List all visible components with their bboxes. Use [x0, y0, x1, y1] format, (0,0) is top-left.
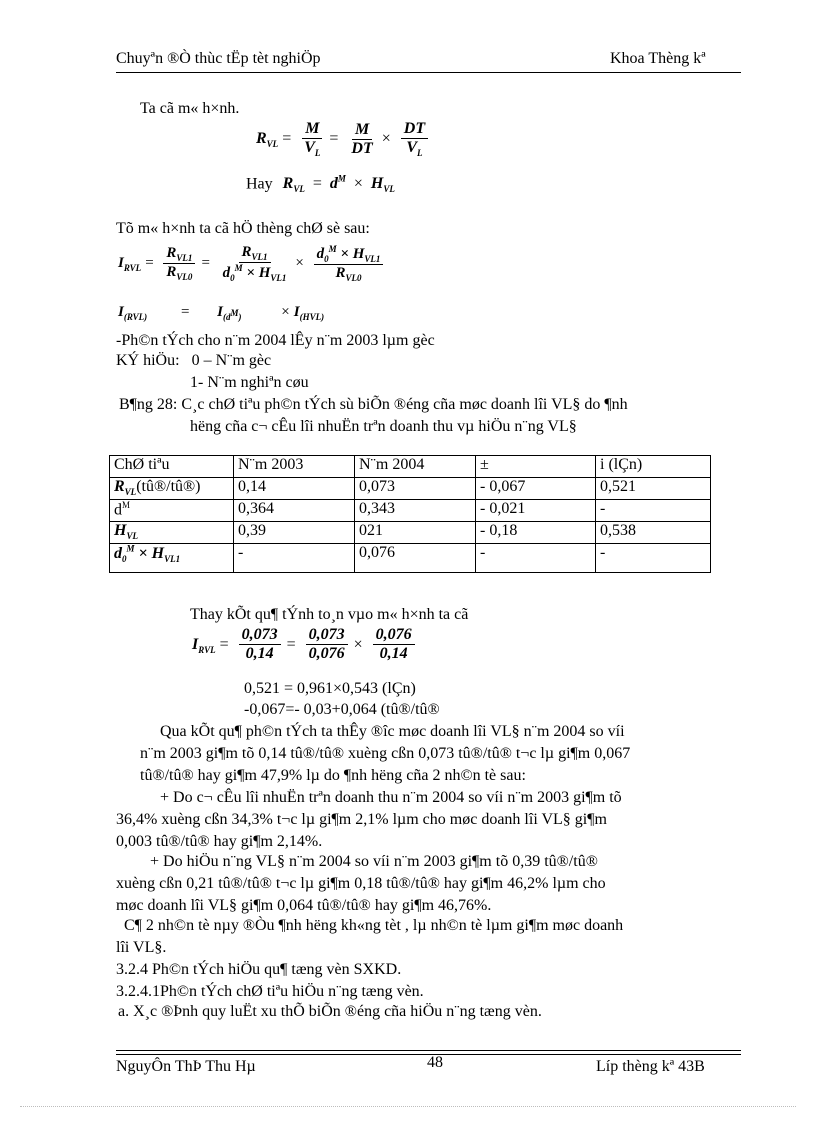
hay-formula: Hay $R_{VL} = d^M \times H_{VL}$ [246, 174, 395, 195]
row-label-hvl: $H_{VL}$ [110, 522, 234, 544]
p1-line-2: n¨m 2003 gi¶m tõ 0,14 tû®/tû® xuèng cßn 0,073 tû®/tû® t¬c lµ gi¶m 0,067 [140, 745, 631, 762]
after-table-text: Thay kÕt qu¶ tÝnh to¸n vµo m« h×nh ta cã [190, 606, 469, 623]
th-2003: N¨m 2003 [234, 456, 355, 478]
p3-line-2: xuèng cßn 0,21 tû®/tû® t¬c lµ gi¶m 0,18 tû®/tû® hay gi¶m 46,2% lµm cho [116, 875, 606, 892]
table-row [110, 544, 711, 573]
cell: - [596, 544, 711, 573]
section-3-2-4-1: 3.2.4.1Ph©n tÝch chØ tiªu hiÖu n¨ng tæng vèn. [116, 983, 424, 1000]
th-2004: N¨m 2004 [355, 456, 476, 478]
p4-line-1: C¶ 2 nh©n tè nµy ®Òu ¶nh hëng kh«ng tèt , lµ nh©n tè lµm gi¶m møc doanh [124, 917, 624, 934]
eq-line-2: -0,067=- 0,03+0,064 (tû®/tû® [244, 701, 440, 718]
footer-rule-top [116, 1050, 741, 1051]
footer-class: Líp thèng kª 43B [596, 1058, 705, 1075]
notation-1: 1- N¨m nghiªn cøu [190, 374, 309, 391]
table-caption-2: hëng cña c¬ cÊu lîi nhuËn trªn doanh thu vµ hiÖu n¨ng VL§ [190, 418, 577, 435]
cell: 0,076 [355, 544, 476, 573]
table-caption-1: B¶ng 28: C¸c chØ tiªu ph©n tÝch sù biÕn ®éng cña møc doanh lîi VL§ do ¶nh [119, 396, 628, 413]
table-row [110, 478, 711, 500]
footer-author: NguyÔn ThÞ Thu Hµ [116, 1058, 256, 1075]
header-right: Khoa Thèng kª [610, 50, 706, 67]
header-left: Chuyªn ®Ò thùc tËp tèt nghiÖp [116, 50, 321, 67]
formula-index-decomposition: $I_{(RVL)} = I_{(d^M)} \times I_{(HVL)}$ [118, 304, 325, 322]
table-row [110, 522, 711, 544]
row-label-rvl: $R_{VL}(tû®/tû®)$ [110, 478, 234, 500]
cell: - 0,021 [476, 500, 596, 522]
p2-line-2: 36,4% xuèng cßn 34,3% t¬c lµ gi¶m 2,1% lµm cho møc doanh lîi VL§ gi¶m [116, 811, 607, 828]
p3-line-3: møc doanh lîi VL§ gi¶m 0,064 tû®/tû® hay gi¶m 46,76%. [116, 897, 492, 914]
row-label-dm: $d^M$ [110, 500, 234, 522]
notation-0: 0 – N¨m gèc [191, 352, 272, 369]
cell: - 0,067 [476, 478, 596, 500]
header-rule [116, 72, 741, 73]
intro-text: Ta cã m« h×nh. [140, 100, 240, 117]
cell: 0,364 [234, 500, 355, 522]
p3-line-1: + Do hiÖu n¨ng VL§ n¨m 2004 so víi n¨m 2003 gi¶m tõ 0,39 tû®/tû® [150, 853, 598, 870]
cell: 021 [355, 522, 476, 544]
th-index: i (lÇn) [596, 456, 711, 478]
p2-line-1: + Do c¬ cÊu lîi nhuËn trªn doanh thu n¨m 2004 so víi n¨m 2003 gi¶m tõ [160, 789, 622, 806]
cell: 0,343 [355, 500, 476, 522]
p4-line-2: lîi VL§. [116, 939, 167, 956]
cell: - [596, 500, 711, 522]
footer-page-number: 48 [427, 1054, 443, 1071]
formula-index-system: $I_{RVL}$ = $\frac{R_{VL1}}{R_{VL0}}$ = $\frac{R_{VL1}}{d_0^M \times H_{VL1}}$ × $\frac{d_0^M \times H_{VL1}}{R_{VL0}}$ [118, 244, 385, 284]
cell: 0,538 [596, 522, 711, 544]
formula-rvl: $R_{VL}$ = $\frac{M}{V_L}$ = $\frac{M}{DT}$ × $\frac{DT}{V_L}$ [256, 120, 430, 159]
row-label-d0h: $d_0^M \times H_{VL1}$ [110, 544, 234, 573]
cell: 0,14 [234, 478, 355, 500]
p1-line-3: tû®/tû® hay gi¶m 47,9% lµ do ¶nh hëng cña 2 nh©n tè sau: [140, 767, 526, 784]
th-diff: ± [476, 456, 596, 478]
notation-line [116, 352, 271, 370]
model-text: Tõ m« h×nh ta cã hÖ thèng chØ sè sau: [116, 220, 370, 237]
table-header-row [110, 456, 711, 478]
table-row [110, 500, 711, 522]
cell: 0,521 [596, 478, 711, 500]
cell: - [234, 544, 355, 573]
analysis-text: -Ph©n tÝch cho n¨m 2004 lÊy n¨m 2003 lµm gèc [116, 332, 435, 349]
p2-line-3: 0,003 tû®/tû® hay gi¶m 2,14%. [116, 833, 323, 850]
p1-line-1: Qua kÕt qu¶ ph©n tÝch ta thÊy ®îc møc doanh lîi VL§ n¨m 2004 so víi [160, 723, 625, 740]
formula-numeric: $I_{RVL}$ = $\frac{0,073}{0,14}$ = $\frac{0,073}{0,076}$ × $\frac{0,076}{0,14}$ [192, 626, 417, 664]
cell: - 0,18 [476, 522, 596, 544]
th-indicator: ChØ tiªu [110, 456, 234, 478]
cell: - [476, 544, 596, 573]
indicator-table [109, 455, 711, 573]
notation-label: KÝ hiÖu: [116, 352, 180, 369]
cell: 0,39 [234, 522, 355, 544]
hay-label: Hay [246, 175, 273, 193]
section-a: a. X¸c ®Þnh quy luËt xu thÕ biÕn ®éng cña hiÖu n¨ng tæng vèn. [118, 1003, 542, 1020]
cell: 0,073 [355, 478, 476, 500]
page-edge-dots [20, 1106, 796, 1107]
eq-line-1: 0,521 = 0,961×0,543 (lÇn) [244, 680, 416, 697]
section-3-2-4: 3.2.4 Ph©n tÝch hiÖu qu¶ tæng vèn SXKD. [116, 961, 402, 978]
